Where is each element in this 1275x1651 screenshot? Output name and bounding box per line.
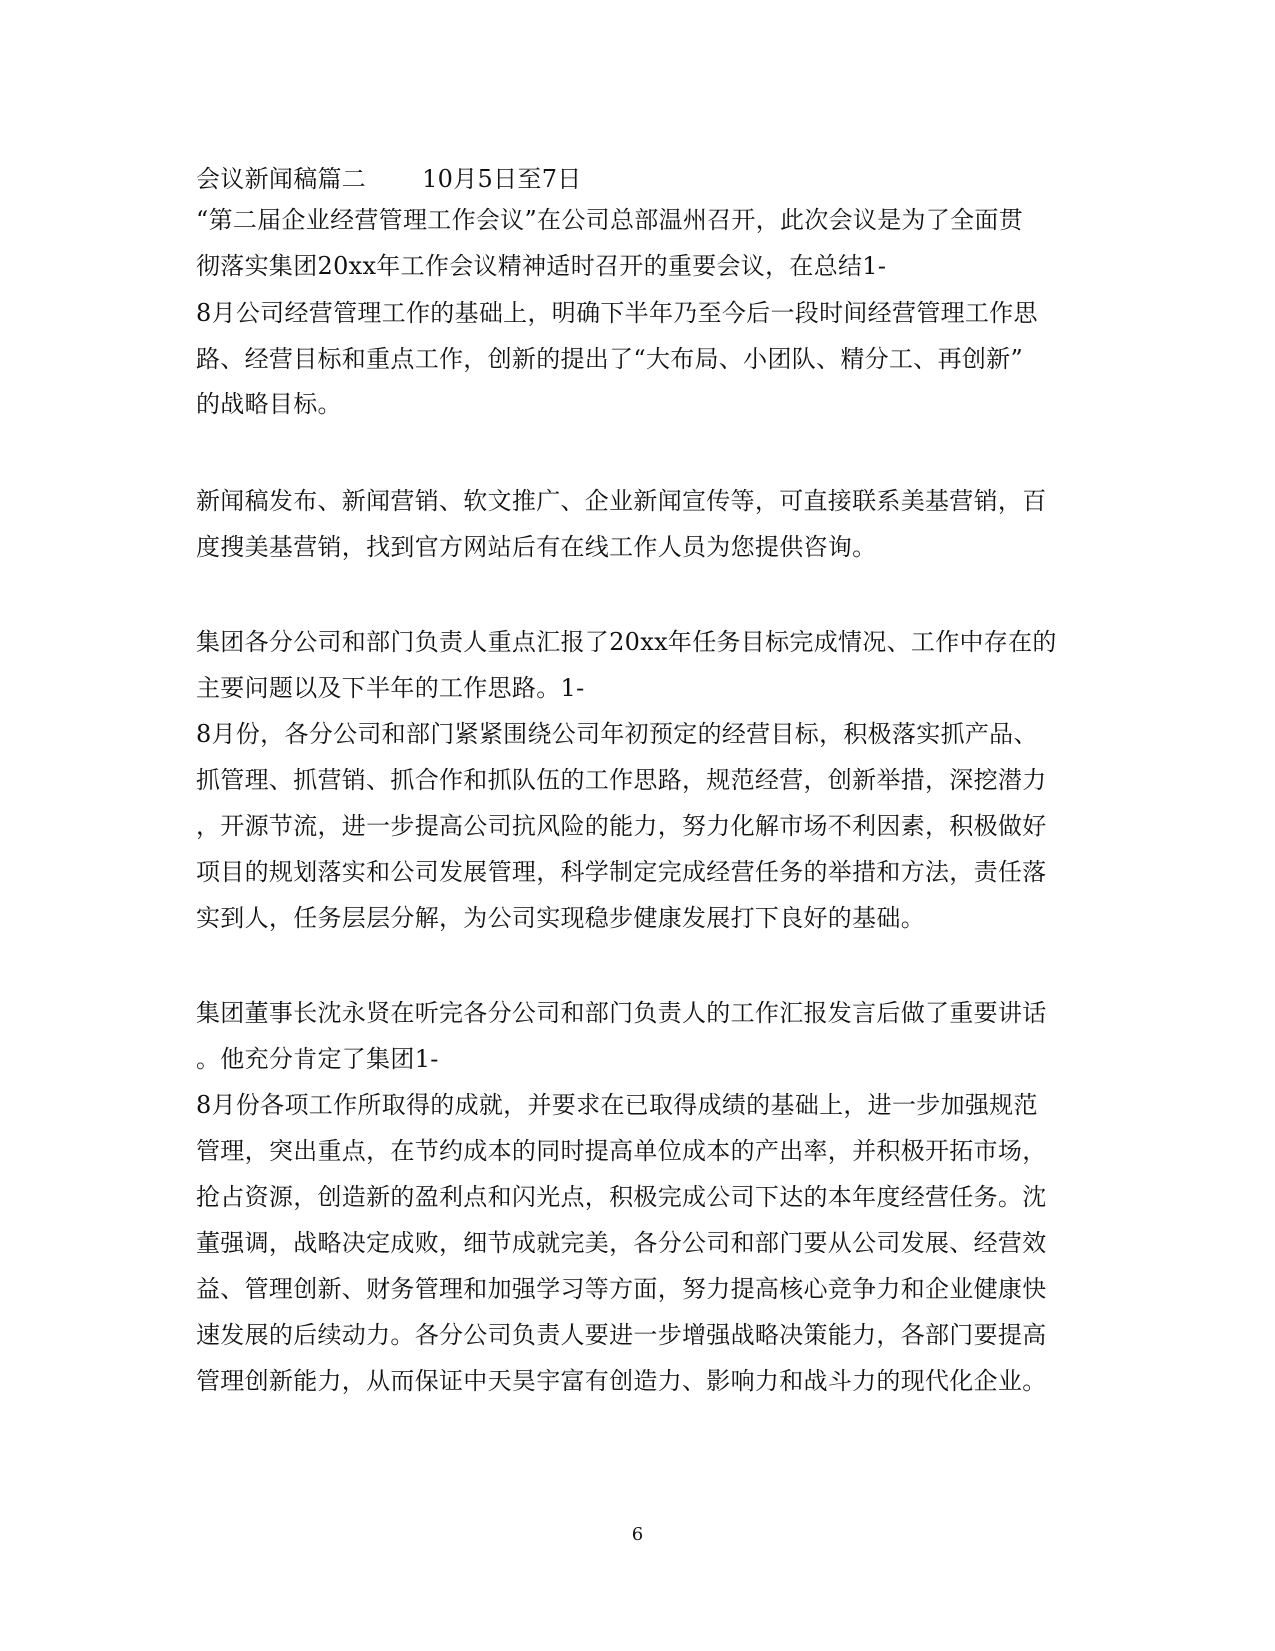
paragraph-3-line-5: ，开源节流，进一步提高公司抗风险的能力，努力化解市场不利因素，积极做好: [196, 812, 1047, 840]
document-title: 会议新闻稿篇二: [196, 165, 367, 193]
paragraph-3-line-4: 抓管理、抓营销、抓合作和抓队伍的工作思路，规范经营，创新举措，深挖潜力: [196, 766, 1047, 794]
paragraph-4-line-6: 董强调，战略决定成败，细节成就完美，各分公司和部门要从公司发展、经营效: [196, 1229, 1047, 1257]
paragraph-4-line-2: 。他充分肯定了集团1-: [196, 1045, 439, 1073]
paragraph-4-line-5: 抢占资源，创造新的盈利点和闪光点，积极完成公司下达的本年度经营任务。沈: [196, 1183, 1047, 1211]
paragraph-3-line-2: 主要问题以及下半年的工作思路。1-: [196, 674, 585, 702]
paragraph-4-line-7: 益、管理创新、财务管理和加强学习等方面，努力提高核心竞争力和企业健康快: [196, 1275, 1047, 1303]
heading-line: [196, 165, 582, 193]
paragraph-1-line-2: 彻落实集团20xx年工作会议精神适时召开的重要会议，在总结1-: [196, 252, 887, 280]
meeting-date: 10月5日至7日: [422, 165, 582, 193]
paragraph-4-line-9: 管理创新能力，从而保证中天昊宇富有创造力、影响力和战斗力的现代化企业。: [196, 1367, 1047, 1395]
paragraph-4-line-1: 集团董事长沈永贤在听完各分公司和部门负责人的工作汇报发言后做了重要讲话: [196, 999, 1047, 1027]
paragraph-2-line-1: 新闻稿发布、新闻营销、软文推广、企业新闻宣传等，可直接联系美基营销，百: [196, 487, 1047, 515]
paragraph-1-line-1: “第二届企业经营管理工作会议”在公司总部温州召开，此次会议是为了全面贯: [196, 206, 1024, 234]
page-number: 6: [631, 1524, 644, 1545]
paragraph-4-line-3: 8月份各项工作所取得的成就，并要求在已取得成绩的基础上，进一步加强规范: [196, 1091, 1038, 1119]
paragraph-4-line-4: 管理，突出重点，在节约成本的同时提高单位成本的产出率，并积极开拓市场，: [196, 1137, 1047, 1165]
paragraph-4-line-8: 速发展的后续动力。各分公司负责人要进一步增强战略决策能力，各部门要提高: [196, 1321, 1047, 1349]
paragraph-1-line-5: 的战略目标。: [196, 390, 342, 418]
paragraph-3-line-1: 集团各分公司和部门负责人重点汇报了20xx年任务目标完成情况、工作中存在的: [196, 628, 1057, 656]
paragraph-2-line-2: 度搜美基营销，找到官方网站后有在线工作人员为您提供咨询。: [196, 533, 877, 561]
paragraph-3-line-6: 项目的规划落实和公司发展管理，科学制定完成经营任务的举措和方法，责任落: [196, 858, 1047, 886]
paragraph-1-line-3: 8月公司经营管理工作的基础上，明确下半年乃至今后一段时间经营管理工作思: [196, 299, 1038, 327]
paragraph-3-line-7: 实到人，任务层层分解，为公司实现稳步健康发展打下良好的基础。: [196, 904, 925, 932]
paragraph-3-line-3: 8月份，各分公司和部门紧紧围绕公司年初预定的经营目标，积极落实抓产品、: [196, 720, 1038, 748]
paragraph-1-line-4: 路、经营目标和重点工作，创新的提出了“大布局、小团队、精分工、再创新”: [196, 345, 1024, 373]
